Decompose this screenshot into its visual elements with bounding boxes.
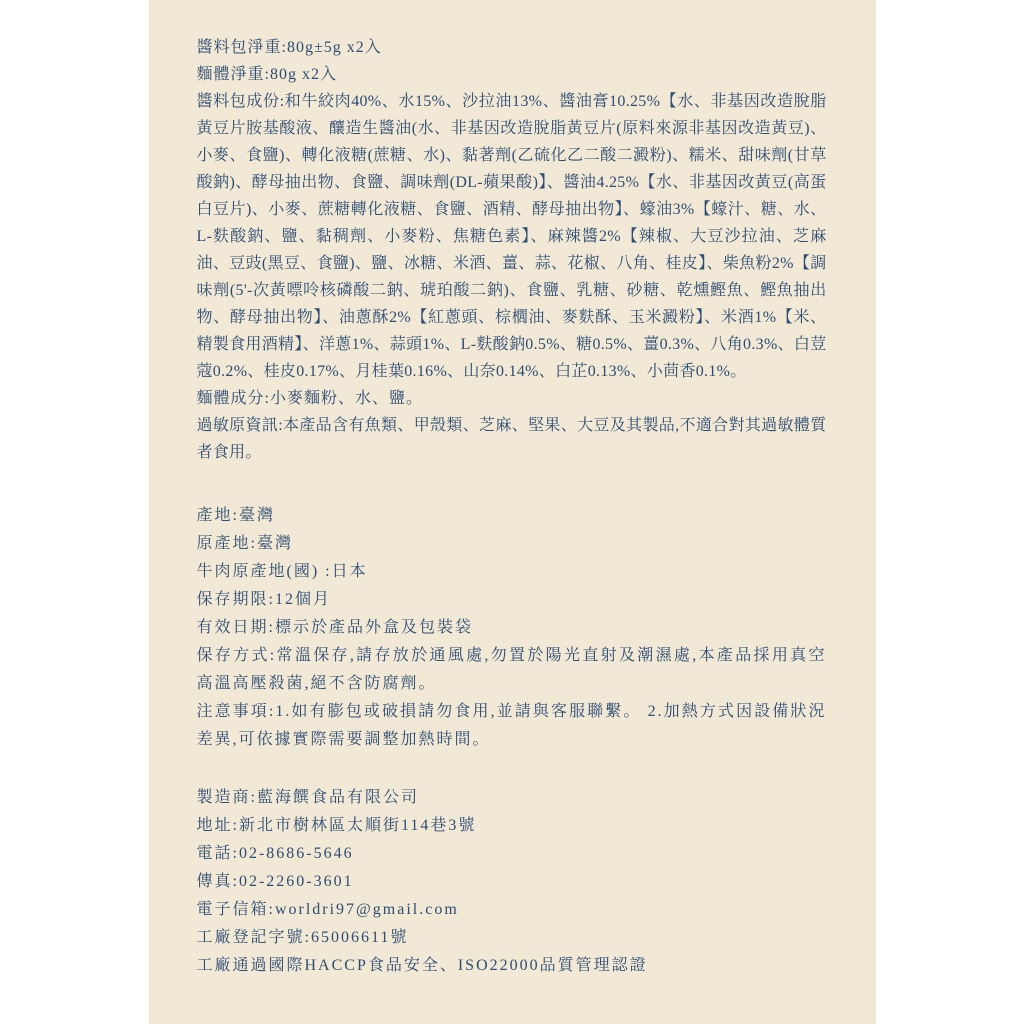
expiry-date: 有效日期:標示於產品外盒及包裝袋: [196, 619, 473, 636]
product-info-panel: [149, 0, 876, 1024]
origin: 產地:臺灣: [196, 507, 275, 524]
sauce-ingredients: 醬料包成份:和牛絞肉40%、水15%、沙拉油13%、醬油膏10.25%【水、非基因改造脫脂黃豆片胺基酸液、釀造生醬油(水、非基因改造脫脂黃豆片(原料來源非基因改造黃豆)、小麥、食鹽)、轉化液糖(蔗糖、水)、黏著劑(乙硫化乙二酸二澱粉)、糯米、甜味劑(甘草酸鈉)、酵母抽出物、食鹽、調味劑(DL-蘋果酸)】、醬油4.25%【水、非基因改黃豆(高蛋白豆片)、小麥、蔗糖轉化液糖、食鹽、酒精、酵母抽出物】、蠔油3%【蠔汁、糖、水、L-麩酸鈉、鹽、黏稠劑、小麥粉、焦糖色素】、麻辣醬2%【辣椒、大豆沙拉油、芝麻油、豆豉(黑豆、食鹽)、鹽、冰糖、米酒、薑、蒜、花椒、八角、桂皮】、柴魚粉2%【調味劑(5'-次黃嘌呤核磷酸二鈉、琥珀酸二鈉)、食鹽、乳糖、砂糖、乾燻鰹魚、鰹魚抽出物、酵母抽出物】、油蔥酥2%【紅蔥頭、棕櫚油、麥麩酥、玉米澱粉】、米酒1%【米、精製食用酒精】、洋蔥1%、蒜頭1%、L-麩酸鈉0.5%、糖0.5%、薑0.3%、八角0.3%、白荳蔻0.2%、桂皮0.17%、月桂葉0.16%、山奈0.14%、白芷0.13%、小茴香0.1%。: [196, 93, 827, 380]
noodle-ingredients: 麵體成分:小麥麵粉、水、鹽。: [196, 390, 423, 407]
shelf-life: 保存期限:12個月: [196, 591, 331, 608]
precautions: 注意事項:1.如有膨包或破損請勿食用,並請與客服聯繫。 2.加熱方式因設備狀況差異,可依據實際需要調整加熱時間。: [196, 703, 827, 748]
origin-place: 原產地:臺灣: [196, 535, 293, 552]
noodle-net-weight: 麵體淨重:80g x2入: [196, 66, 337, 83]
manufacturer-fax: 傳真:02-2260-3601: [196, 873, 354, 890]
section-spec-ingredients: [197, 34, 827, 466]
storage-method: 保存方式:常溫保存,請存放於通風處,勿置於陽光直射及潮濕處,本產品採用真空高溫高壓殺菌,絕不含防腐劑。: [196, 647, 827, 692]
section-origin-storage: [197, 502, 827, 754]
manufacturer-email: 電子信箱:worldri97@gmail.com: [196, 901, 459, 918]
manufacturer-phone: 電話:02-8686-5646: [196, 845, 354, 862]
manufacturer-address: 地址:新北市樹林區太順街114巷3號: [196, 817, 477, 834]
beef-origin: 牛肉原產地(國) :日本: [196, 563, 368, 580]
allergen-info: 過敏原資訊:本產品含有魚類、甲殼類、芝麻、堅果、大豆及其製品,不適合對其過敏體質者食用。: [196, 417, 827, 461]
manufacturer-name: 製造商:藍海饌食品有限公司: [196, 789, 419, 806]
factory-registration-number: 工廠登記字號:65006611號: [196, 929, 409, 946]
certification-statement: 工廠通過國際HACCP食品安全、ISO22000品質管理認證: [196, 957, 648, 974]
section-manufacturer: [197, 784, 827, 980]
sauce-net-weight: 醬料包淨重:80g±5g x2入: [196, 39, 382, 56]
